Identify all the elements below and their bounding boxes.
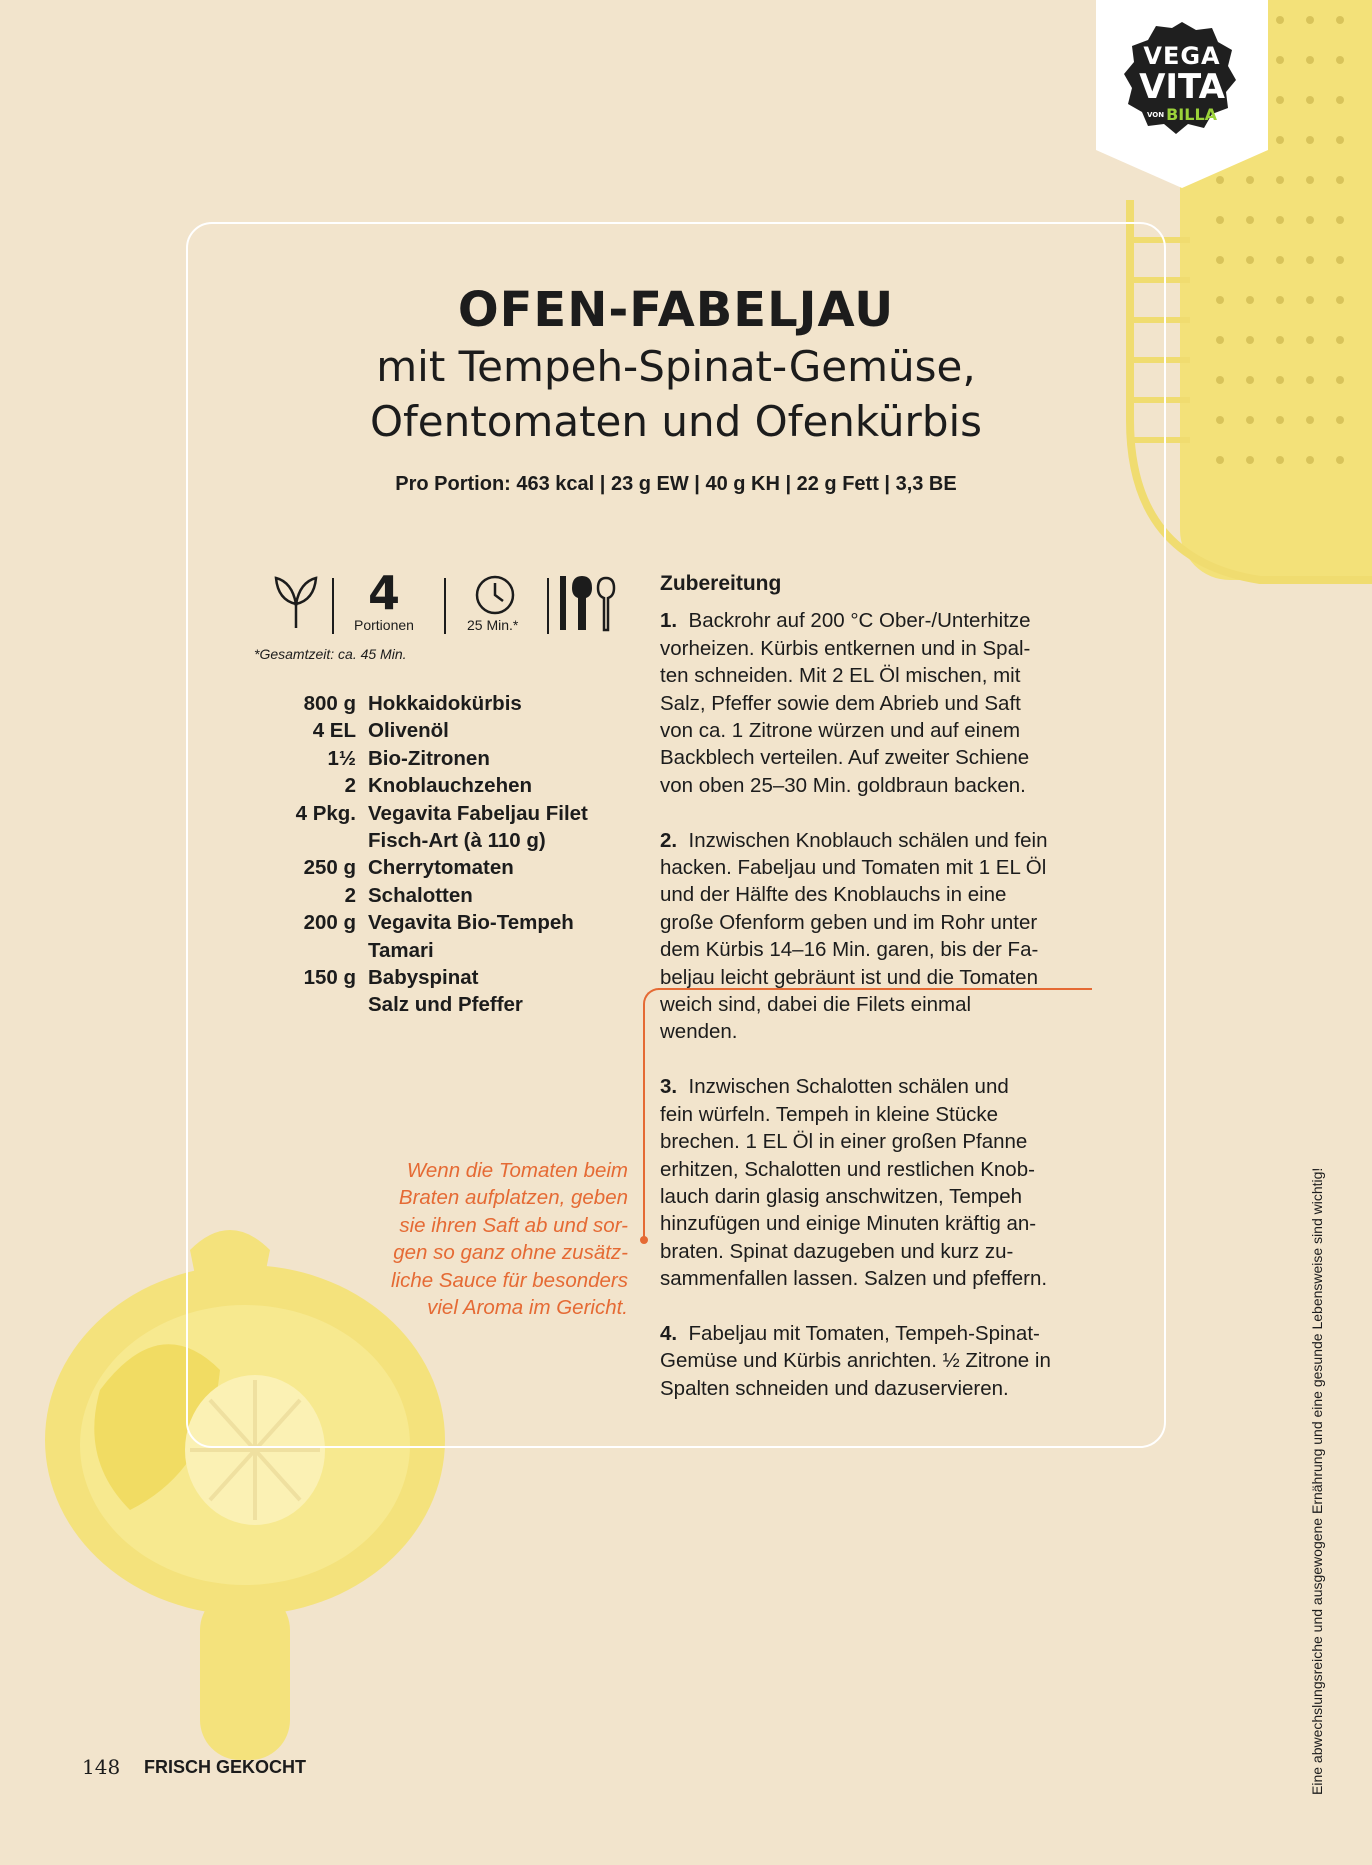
step-line: wenden. [660, 1020, 738, 1044]
ingredient-qty: 4 EL [312, 719, 356, 743]
ingredient-name: Vegavita Fabeljau Filet [368, 801, 588, 825]
side-disclaimer: Eine abwechslungsreiche und ausgewogene Ernährung und eine gesunde Lebensweise sind wichtig! [1309, 1167, 1325, 1795]
step-line: von ca. 1 Zitrone würzen und auf einem [660, 719, 1021, 743]
ingredient-name: Olivenöl [368, 719, 449, 743]
tip-line: Wenn die Tomaten beim [406, 1159, 628, 1182]
ingredient-name: Hokkaidokürbis [368, 692, 522, 715]
title-main: OFEN-FABELJAU [457, 282, 895, 338]
ingredient-qty: 150 g [303, 966, 356, 990]
divider [444, 578, 446, 634]
ingredient-name: Cherrytomaten [368, 856, 514, 880]
step-line: Inzwischen Knoblauch schälen und fein [688, 828, 1048, 852]
ingredient-row [270, 882, 630, 909]
tip-text [360, 1157, 628, 1321]
step-line: fein würfeln. Tempeh in kleine Stücke [660, 1102, 999, 1126]
preparation-heading: Zubereitung [660, 572, 782, 595]
ingredient-qty: 4 Pkg. [295, 801, 356, 825]
step-line: Fabeljau mit Tomaten, Tempeh-Spinat- [688, 1321, 1040, 1345]
ingredient-name: Bio-Zitronen [368, 746, 490, 770]
step-number: 2. [660, 828, 678, 852]
ingredient-row [270, 854, 630, 881]
plant-icon [272, 574, 320, 630]
cutlery-icon [558, 574, 618, 632]
step-line: Spalten schneiden und dazuservieren. [660, 1376, 1009, 1400]
step-3 [660, 1073, 1100, 1292]
tip-line: Braten aufplatzen, geben [398, 1186, 628, 1210]
ingredient-name: Schalotten [368, 883, 473, 907]
ingredient-row [270, 937, 630, 964]
portions-value: 4 [368, 566, 401, 620]
ingredient-qty [270, 991, 368, 1018]
step-line: sammenfallen lassen. Salzen und pfeffern. [660, 1267, 1048, 1291]
step-line: lauch darin glasig anschwitzen, Tempeh [660, 1184, 1023, 1208]
step-line: Inzwischen Schalotten schälen und [688, 1075, 1009, 1099]
logo-tiny: VON [1146, 111, 1165, 119]
ingredient-name: Knoblauchzehen [368, 774, 533, 798]
recipe-title [186, 282, 1166, 448]
logo-text [1096, 44, 1268, 123]
divider [332, 578, 334, 634]
step-line: beljau leicht gebräunt ist und die Tomaten [660, 965, 1038, 989]
ingredient-qty: 2 [344, 774, 356, 798]
ingredient-row [270, 745, 630, 772]
tip-line: gen so ganz ohne zusätz- [393, 1241, 628, 1265]
preparation-section [660, 570, 1100, 1430]
tip-line: viel Aroma im Gericht. [427, 1296, 628, 1320]
ingredient-name: Fisch-Art (à 110 g) [368, 829, 546, 853]
step-number: 3. [660, 1075, 678, 1099]
step-line: hacken. Fabeljau und Tomaten mit 1 EL Öl [660, 856, 1047, 880]
step-line: von oben 25–30 Min. goldbraun backen. [660, 773, 1026, 797]
step-line: ten schneiden. Mit 2 EL Öl mischen, mit [660, 664, 1021, 688]
ingredient-row [270, 772, 630, 799]
ingredient-row [270, 717, 630, 744]
step-line: vorheizen. Kürbis entkernen und in Spal- [660, 636, 1031, 660]
total-time-note: *Gesamtzeit: ca. 45 Min. [254, 646, 407, 662]
step-4 [660, 1320, 1100, 1402]
logo-line1: VEGA [1143, 42, 1221, 70]
ingredient-row [270, 800, 630, 827]
logo-sub: BILLA [1166, 105, 1218, 124]
tip-line: sie ihren Saft ab und sor- [399, 1213, 628, 1237]
step-line: und der Hälfte des Knoblauchs in eine [660, 883, 1007, 907]
step-number: 1. [660, 609, 678, 633]
step-1 [660, 607, 1100, 799]
title-sub-line2: Ofentomaten und Ofenkürbis [369, 397, 983, 446]
step-line: Gemüse und Kürbis anrichten. ½ Zitrone in [660, 1349, 1051, 1373]
portions-label: Portionen [354, 617, 414, 633]
tip-line: liche Sauce für besonders [390, 1268, 628, 1292]
ingredient-qty: 1½ [327, 746, 356, 770]
step-line: Backrohr auf 200 °C Ober-/Unterhitze [688, 609, 1031, 633]
divider [547, 578, 549, 634]
ingredient-qty [270, 937, 368, 964]
ingredient-qty: 200 g [303, 911, 356, 935]
time-label: 25 Min.* [467, 617, 519, 633]
title-sub-line1: mit Tempeh-Spinat-Gemüse, [376, 342, 976, 391]
ingredient-name: Salz und Pfeffer [368, 993, 523, 1017]
ingredient-qty [270, 827, 368, 854]
step-line: brechen. 1 EL Öl in einer großen Pfanne [660, 1130, 1028, 1154]
step-line: erhitzen, Schalotten und restlichen Knob- [660, 1157, 1035, 1181]
step-line: dem Kürbis 14–16 Min. garen, bis der Fa- [660, 938, 1039, 962]
step-line: weich sind, dabei die Filets einmal [660, 993, 972, 1017]
ingredient-row [270, 909, 630, 936]
nutrition-info: Pro Portion: 463 kcal | 23 g EW | 40 g KH | 22 g Fett | 3,3 BE [395, 473, 957, 495]
step-number: 4. [660, 1321, 678, 1345]
step-line: braten. Spinat dazugeben und kurz zu- [660, 1239, 1014, 1263]
ingredients-list [270, 690, 630, 1019]
step-line: hinzufügen und einige Minuten kräftig an- [660, 1212, 1037, 1236]
ingredient-row [270, 690, 630, 717]
logo-line2: VITA [1139, 67, 1225, 107]
ingredient-row [270, 991, 630, 1018]
tip-connector-dot [640, 1236, 648, 1244]
tip-connector-line [643, 1004, 645, 1240]
step-line: Salz, Pfeffer sowie dem Abrieb und Saft [660, 691, 1021, 715]
page-number: 148 [82, 1755, 121, 1779]
step-2 [660, 827, 1100, 1046]
clock-icon [474, 574, 516, 616]
step-line: große Ofenform geben und im Rohr unter [660, 910, 1038, 934]
ingredient-qty: 800 g [303, 692, 356, 715]
ingredient-name: Babyspinat [368, 966, 479, 990]
ingredient-name: Vegavita Bio-Tempeh [368, 911, 574, 935]
step-line: Backblech verteilen. Auf zweiter Schiene [660, 746, 1030, 770]
magazine-name: FRISCH GEKOCHT [144, 1757, 306, 1777]
ingredient-row [270, 964, 630, 991]
ingredient-name: Tamari [368, 938, 434, 962]
ingredient-row [270, 827, 630, 854]
ingredient-qty: 250 g [303, 856, 356, 880]
ingredient-qty: 2 [344, 883, 356, 907]
